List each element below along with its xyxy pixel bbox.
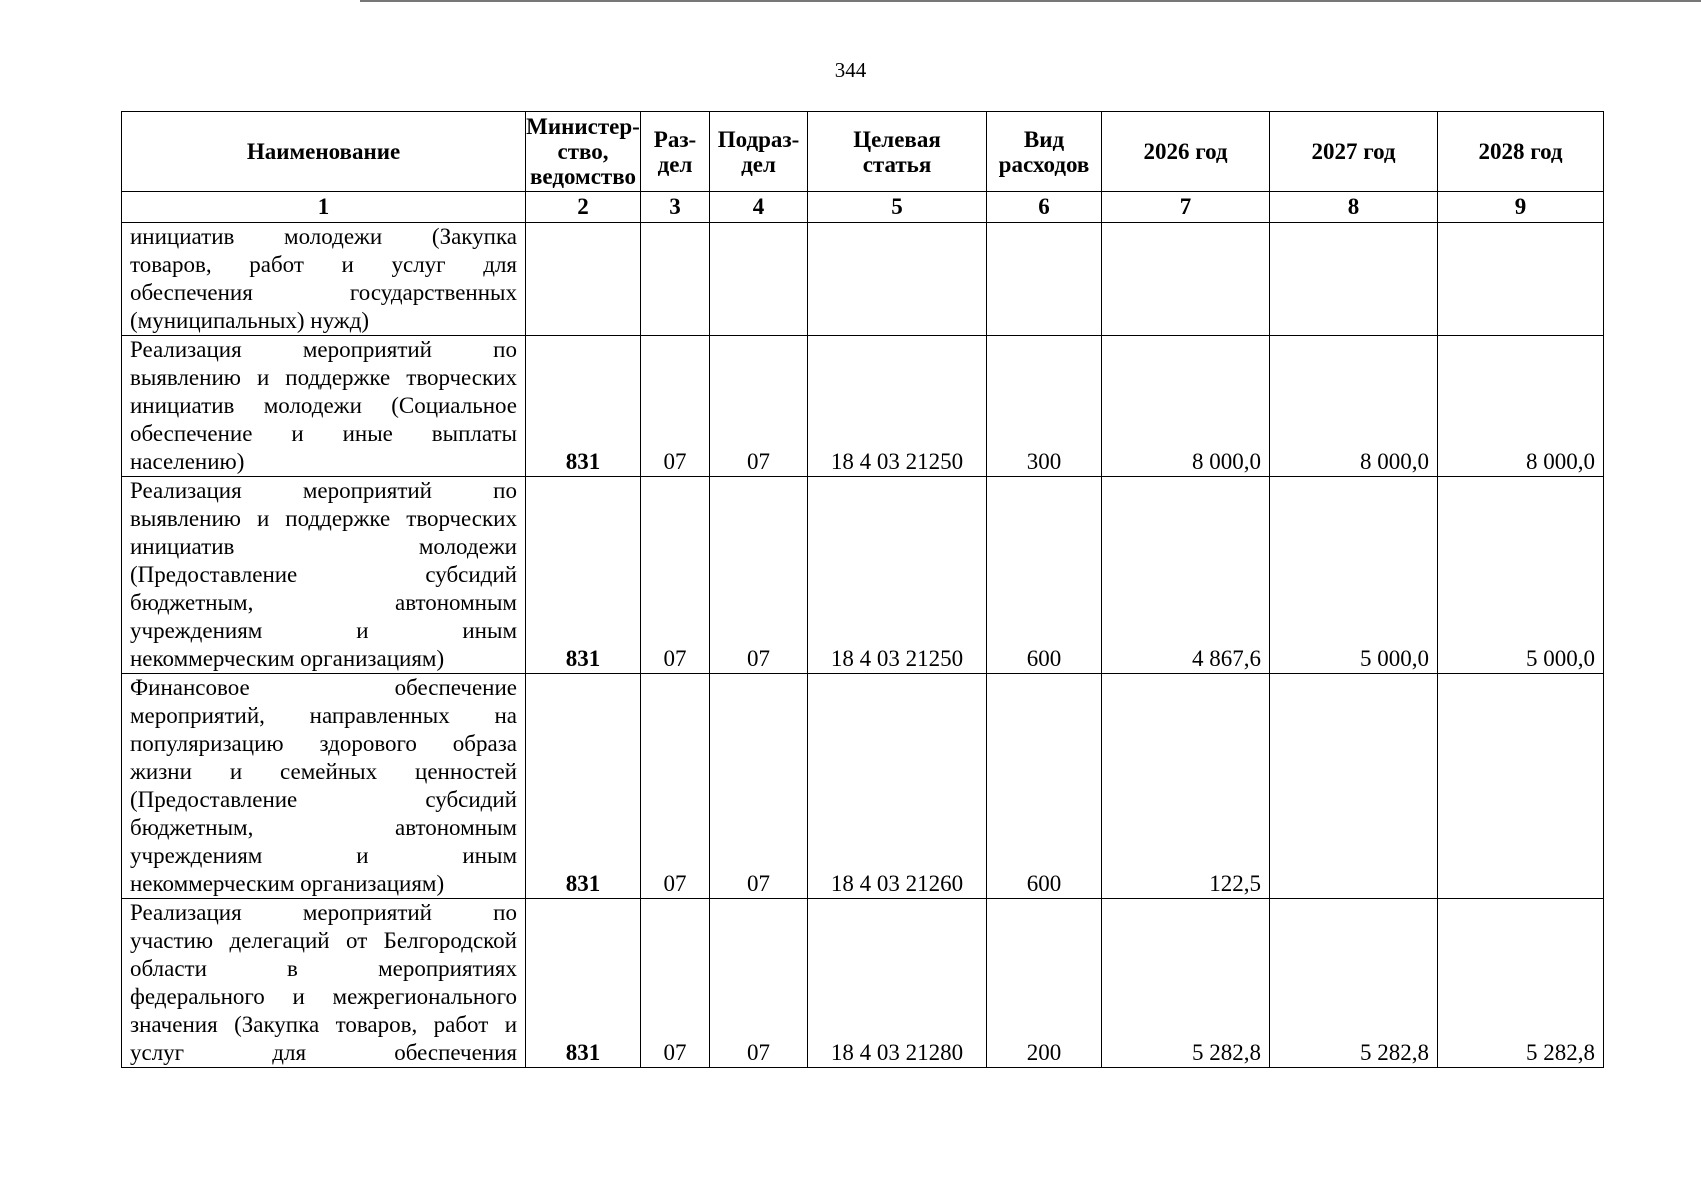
column-number-row [122,192,1604,223]
row-name-line: Реализация мероприятий по [130,337,517,362]
table-row [122,477,1604,674]
row-name-line: учреждениям и иным [130,843,517,868]
column-number: 8 [1270,192,1438,223]
amount-2027-cell: 5 000,0 [1270,477,1438,674]
header-name: Наименование [122,112,526,192]
row-name-line: инициатив молодежи (Социальное [130,393,517,418]
column-number: 4 [710,192,808,223]
page-number: 344 [834,58,867,82]
amount-2026-cell: 122,5 [1102,674,1270,899]
section-cell: 07 [641,674,710,899]
row-name-line: Финансовое обеспечение [130,675,517,700]
table-row [122,223,1604,336]
row-name [122,336,526,477]
header-section: Раз- дел [641,112,710,192]
amount-2026-cell [1102,223,1270,336]
row-name-line: области в мероприятиях [130,956,517,981]
row-name-line: Реализация мероприятий по [130,478,517,503]
amount-2027-cell [1270,223,1438,336]
row-name-line: популяризацию здорового образа [130,731,517,756]
budget-table [121,111,1604,1068]
subsection-cell: 07 [710,674,808,899]
amount-2028-cell [1438,223,1604,336]
amount-2027-cell: 8 000,0 [1270,336,1438,477]
expense-cell: 200 [987,899,1102,1068]
amount-2028-cell: 5 000,0 [1438,477,1604,674]
column-number: 2 [526,192,641,223]
amount-2026-cell: 4 867,6 [1102,477,1270,674]
subsection-cell [710,223,808,336]
ministry-cell [526,223,641,336]
header-2028: 2028 год [1438,112,1604,192]
row-name-line: значения (Закупка товаров, работ и [130,1012,517,1037]
target-cell: 18 4 03 21280 [808,899,987,1068]
amount-2028-cell [1438,674,1604,899]
target-cell: 18 4 03 21250 [808,336,987,477]
subsection-cell: 07 [710,336,808,477]
row-name [122,223,526,336]
row-name-line: обеспечение и иные выплаты [130,421,517,446]
section-cell [641,223,710,336]
amount-2028-cell: 5 282,8 [1438,899,1604,1068]
header-expense: Вид расходов [987,112,1102,192]
row-name-line: жизни и семейных ценностей [130,759,517,784]
ministry-cell: 831 [526,477,641,674]
section-cell: 07 [641,336,710,477]
target-cell [808,223,987,336]
table-row [122,336,1604,477]
ministry-cell: 831 [526,336,641,477]
row-name-line: (муниципальных) нужд) [130,308,370,333]
row-name-line: участию делегаций от Белгородской [130,928,517,953]
amount-2028-cell: 8 000,0 [1438,336,1604,477]
section-cell: 07 [641,477,710,674]
column-number: 7 [1102,192,1270,223]
column-number: 5 [808,192,987,223]
row-name-line: некоммерческим организациям) [130,646,445,671]
row-name-line: (Предоставление субсидий [130,787,517,812]
row-name-line: Реализация мероприятий по [130,900,517,925]
section-cell: 07 [641,899,710,1068]
ministry-cell: 831 [526,674,641,899]
row-name-line: обеспечения государственных [130,280,517,305]
expense-cell [987,223,1102,336]
target-cell: 18 4 03 21260 [808,674,987,899]
header-subsection: Подраз- дел [710,112,808,192]
table-row [122,899,1604,1068]
table-body [122,223,1604,1068]
subsection-cell: 07 [710,899,808,1068]
header-row [122,112,1604,192]
row-name-line: мероприятий, направленных на [130,703,517,728]
row-name-line: федерального и межрегионального [130,984,517,1009]
header-2026: 2026 год [1102,112,1270,192]
header-2027: 2027 год [1270,112,1438,192]
amount-2026-cell: 5 282,8 [1102,899,1270,1068]
expense-cell: 300 [987,336,1102,477]
row-name-line: выявлению и поддержке творческих [130,365,517,390]
table-row [122,674,1604,899]
amount-2027-cell [1270,674,1438,899]
row-name-line: инициатив молодежи (Закупка [130,224,517,249]
column-number: 1 [122,192,526,223]
column-number: 6 [987,192,1102,223]
amount-2027-cell: 5 282,8 [1270,899,1438,1068]
row-name [122,477,526,674]
row-name-line: населению) [130,449,245,474]
row-name-line: (Предоставление субсидий [130,562,517,587]
row-name-line: бюджетным, автономным [130,590,517,615]
ministry-cell: 831 [526,899,641,1068]
column-number: 9 [1438,192,1604,223]
column-number: 3 [641,192,710,223]
header-ministry: Министер- ство, ведомство [526,112,641,192]
row-name-line: учреждениям и иным [130,618,517,643]
amount-2026-cell: 8 000,0 [1102,336,1270,477]
row-name-line: инициатив молодежи [130,534,517,559]
subsection-cell: 07 [710,477,808,674]
row-name-line: услуг для обеспечения [130,1040,517,1065]
row-name-line: некоммерческим организациям) [130,871,445,896]
expense-cell: 600 [987,477,1102,674]
expense-cell: 600 [987,674,1102,899]
row-name-line: выявлению и поддержке творческих [130,506,517,531]
header-target: Целевая статья [808,112,987,192]
top-rule [360,0,1701,2]
row-name [122,899,526,1068]
row-name [122,674,526,899]
row-name-line: товаров, работ и услуг для [130,252,517,277]
target-cell: 18 4 03 21250 [808,477,987,674]
row-name-line: бюджетным, автономным [130,815,517,840]
